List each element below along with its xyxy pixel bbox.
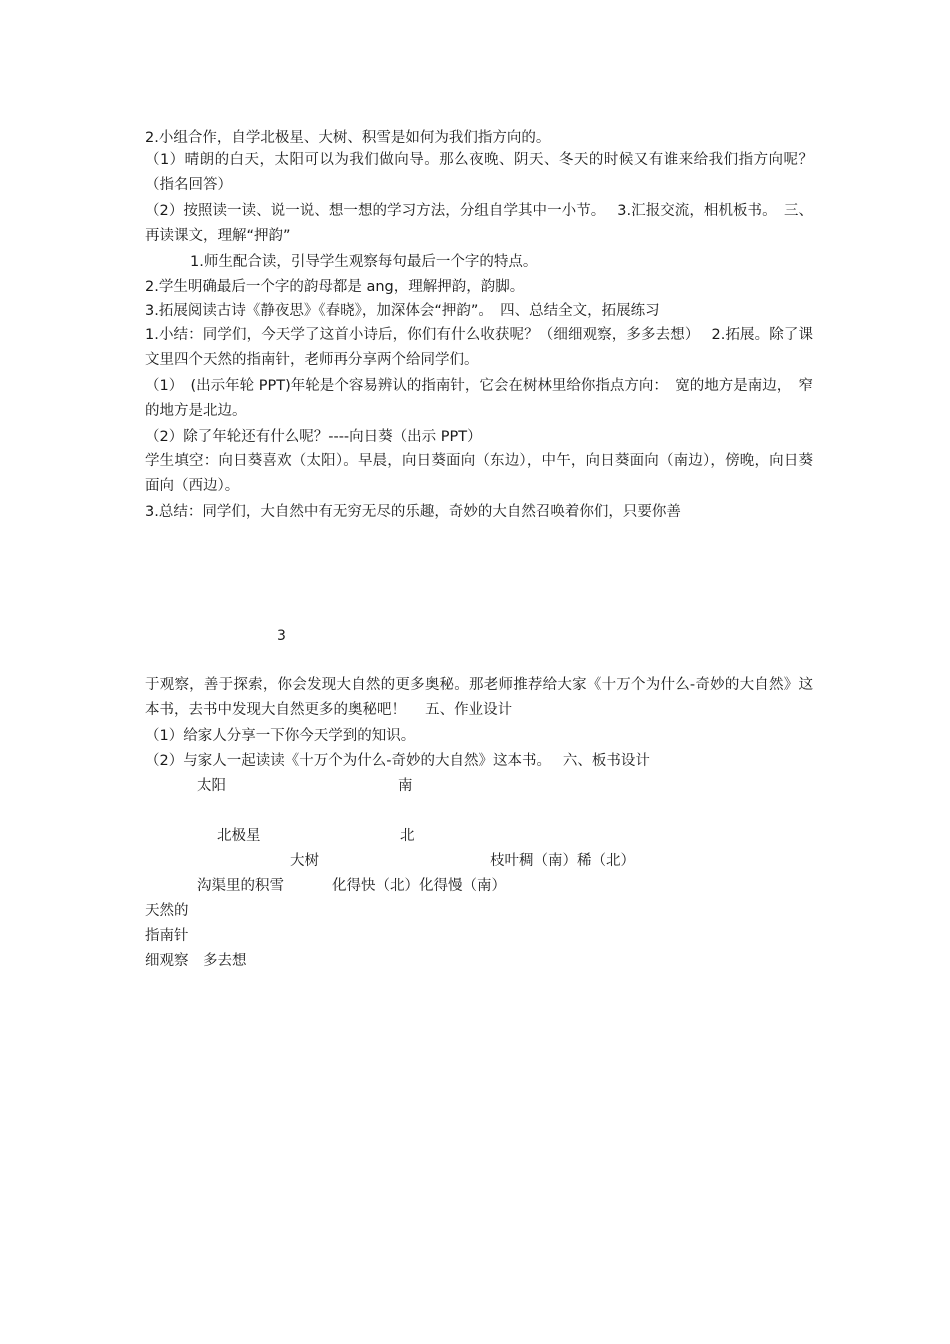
board-snow: 沟渠里的积雪 xyxy=(197,878,284,894)
board-south: 南 xyxy=(398,778,413,794)
paragraph-conclusion: 3.总结：同学们，大自然中有无穷无尽的乐趣，奇妙的大自然召唤着你们，只要你善 xyxy=(145,504,681,520)
page-number: 3 xyxy=(277,628,286,644)
paragraph-extended-reading: 3.拓展阅读古诗《静夜思》《春晓》，加深体会“押韵”。 四、总结全文，拓展练习 xyxy=(145,303,660,319)
paragraph-rhyme: 2.学生明确最后一个字的韵母都是 ang，理解押韵，韵脚。 xyxy=(145,279,525,295)
board-snow-rule: 化得快（北）化得慢（南） xyxy=(332,878,506,894)
board-north: 北 xyxy=(400,828,415,844)
paragraph-sunflower: （2）除了年轮还有什么呢？----向日葵（出示 PPT） xyxy=(145,429,482,445)
board-tree: 大树 xyxy=(290,853,319,869)
board-natural: 天然的 xyxy=(145,903,189,919)
paragraph-self-study: （2）按照读一读、说一说、想一想的学习方法，分组自学其中一小节。 3.汇报交流，相机板书。 三、再读课文，理解“押韵” xyxy=(145,203,813,244)
board-tree-rule: 枝叶稠（南）稀（北） xyxy=(490,853,635,869)
paragraph-continuation: 于观察，善于探索，你会发现大自然的更多奥秘。那老师推荐给大家《十万个为什么-奇妙的大自然》这本书，去书中发现大自然更多的奥秘吧！ 五、作业设计 xyxy=(145,677,813,718)
board-observe: 细观察 多去想 xyxy=(145,953,247,969)
paragraph-tree-rings: （1） (出示年轮 PPT)年轮是个容易辨认的指南针，它会在树林里给你指点方向： 宽的地方是南边， 窄的地方是北边。 xyxy=(145,378,813,419)
paragraph-teacher-read: 1.师生配合读，引导学生观察每句最后一个字的特点。 xyxy=(190,254,538,270)
paragraph-fill-in: 学生填空：向日葵喜欢（太阳）。早晨，向日葵面向（东边），中午，向日葵面向（南边），傍晚，向日葵面向（西边）。 xyxy=(145,453,813,494)
paragraph-group-study: 2.小组合作，自学北极星、大树、积雪是如何为我们指方向的。 xyxy=(145,130,551,146)
board-polaris: 北极星 xyxy=(217,828,261,844)
paragraph-homework-1: （1）给家人分享一下你今天学到的知识。 xyxy=(145,728,416,744)
paragraph-sunny-day: （1）晴朗的白天，太阳可以为我们做向导。那么夜晚、阴天、冬天的时候又有谁来给我们指方向呢？（指名回答） xyxy=(145,152,813,193)
paragraph-summary: 1.小结：同学们，今天学了这首小诗后，你们有什么收获呢？（细细观察，多多去想） 2.拓展。除了课文里四个天然的指南针，老师再分享两个给同学们。 xyxy=(145,327,813,368)
paragraph-homework-2: （2）与家人一起读读《十万个为什么-奇妙的大自然》这本书。 六、板书设计 xyxy=(145,753,650,769)
board-compass: 指南针 xyxy=(145,928,189,944)
board-sun: 太阳 xyxy=(197,778,226,794)
